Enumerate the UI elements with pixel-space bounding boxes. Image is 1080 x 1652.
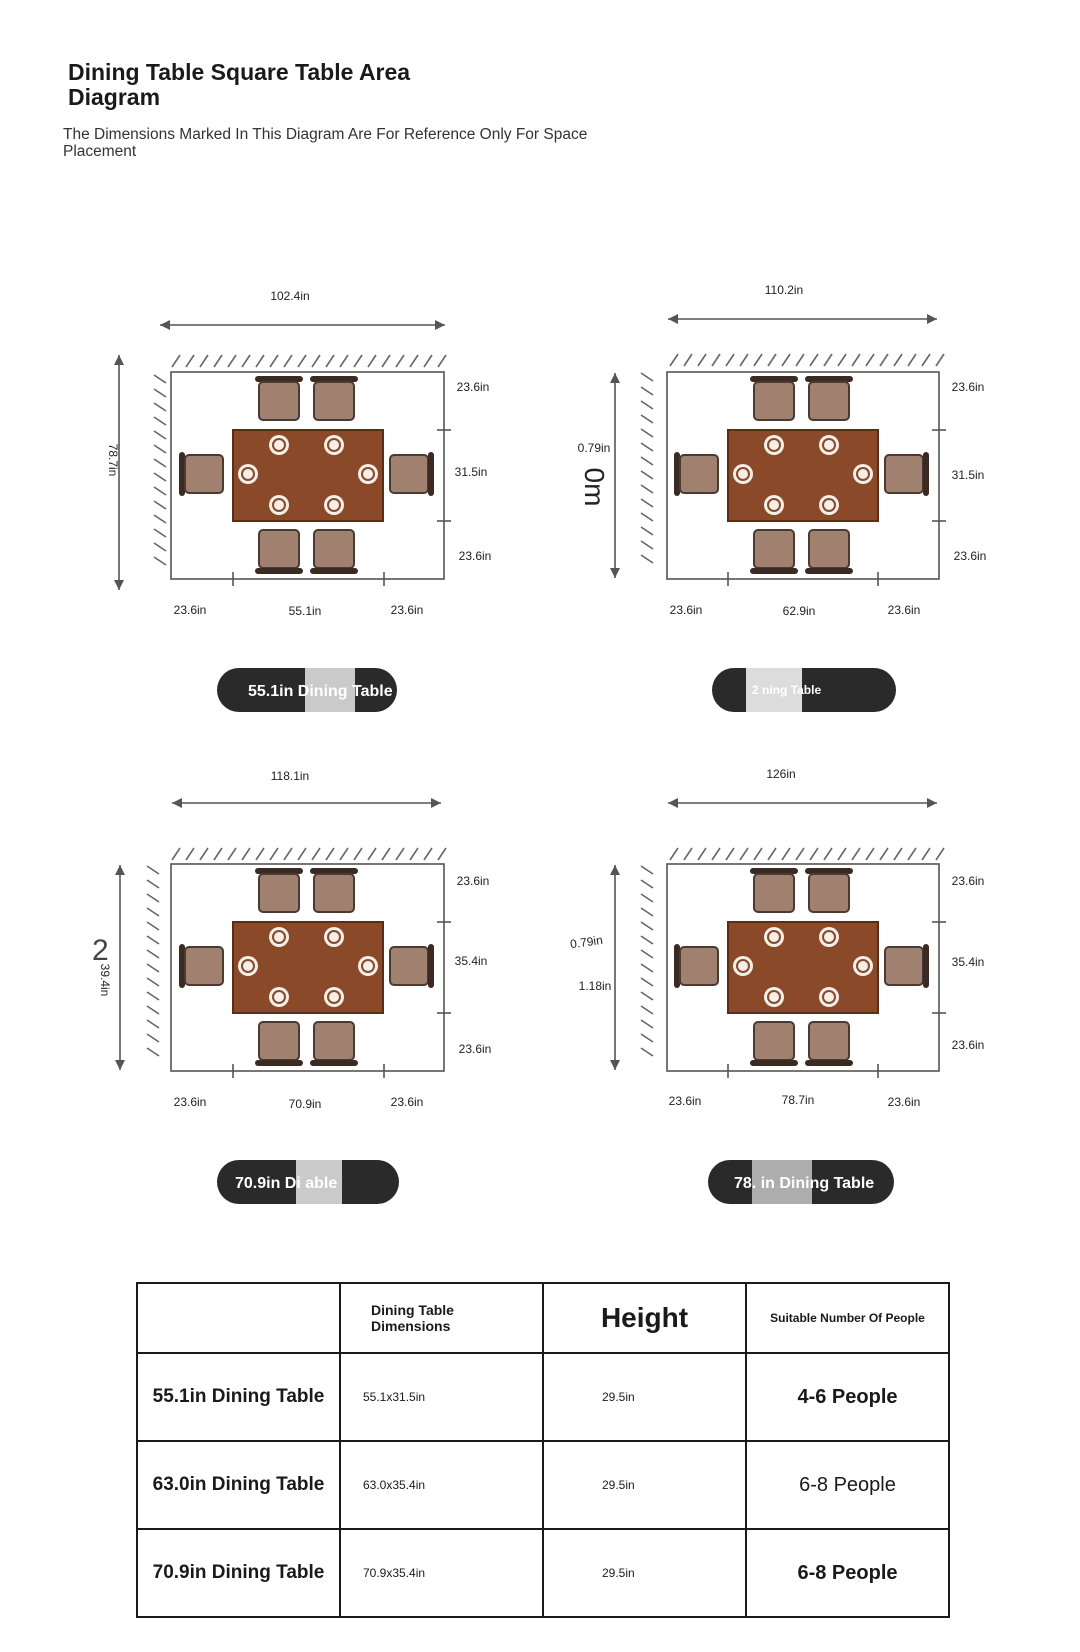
plate-icon bbox=[358, 956, 378, 976]
page-title: Dining Table Square Table Area Diagram bbox=[68, 59, 411, 110]
chair bbox=[805, 376, 853, 420]
layout-1 bbox=[106, 289, 491, 712]
bottom-label: 23.6in bbox=[173, 603, 207, 617]
room-depth-extra-label: 1.18in bbox=[578, 979, 612, 993]
bottom-label: 23.6in bbox=[668, 1094, 702, 1108]
plate-icon bbox=[733, 956, 753, 976]
plate-icon bbox=[324, 435, 344, 455]
room-width-label: 118.1in bbox=[270, 769, 310, 783]
layout-4 bbox=[569, 767, 984, 1204]
side-label: 23.6in bbox=[458, 1042, 492, 1056]
plate-icon bbox=[764, 495, 784, 515]
plate-icon bbox=[269, 987, 289, 1007]
side-label: 35.4in bbox=[454, 954, 488, 968]
table-row bbox=[137, 1529, 949, 1617]
plate-icon bbox=[238, 956, 258, 976]
chair bbox=[885, 944, 929, 988]
plate-icon bbox=[358, 464, 378, 484]
chair bbox=[310, 1022, 358, 1066]
chair bbox=[179, 944, 223, 988]
plate-icon bbox=[819, 495, 839, 515]
plate-icon bbox=[324, 927, 344, 947]
dimensions-cell: 63.0x35.4in bbox=[340, 1441, 543, 1529]
table-header-row bbox=[137, 1283, 949, 1353]
dimensions-cell: 55.1x31.5in bbox=[340, 1353, 543, 1441]
plate-icon bbox=[324, 495, 344, 515]
spec-table bbox=[136, 1282, 950, 1618]
bottom-label: 23.6in bbox=[173, 1095, 207, 1109]
plate-icon bbox=[764, 435, 784, 455]
chair bbox=[390, 944, 434, 988]
side-label: 35.4in bbox=[951, 955, 985, 969]
room-width-label: 126in bbox=[766, 767, 796, 781]
header-cell bbox=[137, 1283, 340, 1353]
chair bbox=[255, 1022, 303, 1066]
room-depth-label: 39.4in bbox=[98, 963, 112, 997]
table-size-pill bbox=[217, 1160, 399, 1204]
chair bbox=[805, 868, 853, 912]
chair bbox=[805, 530, 853, 574]
bottom-label: 55.1in bbox=[288, 604, 322, 618]
layout-2 bbox=[578, 283, 987, 712]
bottom-label: 23.6in bbox=[669, 603, 703, 617]
bottom-label: 70.9in bbox=[288, 1097, 322, 1111]
bottom-label: 23.6in bbox=[887, 603, 921, 617]
plate-icon bbox=[764, 927, 784, 947]
chair bbox=[885, 452, 929, 496]
room-width-label: 110.2in bbox=[764, 283, 804, 297]
pill-label: 2 ning Table bbox=[752, 683, 822, 697]
plate-icon bbox=[269, 435, 289, 455]
plate-icon bbox=[853, 464, 873, 484]
dimensions-cell: 70.9x35.4in bbox=[340, 1529, 543, 1617]
chair bbox=[255, 376, 303, 420]
chair bbox=[255, 868, 303, 912]
bottom-label: 23.6in bbox=[390, 603, 424, 617]
room-depth-label: 78.7in bbox=[106, 443, 120, 477]
plate-icon bbox=[819, 987, 839, 1007]
depth-scribble: 2 bbox=[92, 934, 109, 967]
height-cell: 29.5in bbox=[543, 1529, 746, 1617]
table-name-cell: 55.1in Dining Table bbox=[137, 1353, 340, 1441]
side-label: 23.6in bbox=[953, 549, 987, 563]
plate-icon bbox=[853, 956, 873, 976]
page-subtitle: The Dimensions Marked In This Diagram Are For Reference Only For Space Placement bbox=[63, 126, 588, 160]
height-cell: 29.5in bbox=[543, 1441, 746, 1529]
plate-icon bbox=[764, 987, 784, 1007]
chair bbox=[805, 1022, 853, 1066]
chair bbox=[255, 530, 303, 574]
pill-label: 55.1in Dining Table bbox=[248, 683, 393, 700]
people-cell: 4-6 People bbox=[746, 1353, 949, 1441]
plate-icon bbox=[819, 435, 839, 455]
bottom-label: 78.7in bbox=[781, 1093, 815, 1107]
room-depth-label: 0.79in bbox=[577, 441, 611, 455]
table-size-pill bbox=[217, 668, 397, 712]
plate-icon bbox=[269, 927, 289, 947]
chair bbox=[750, 530, 798, 574]
room-depth-extra-label: 0m bbox=[579, 467, 610, 507]
height-cell: 29.5in bbox=[543, 1353, 746, 1441]
plate-icon bbox=[269, 495, 289, 515]
table-name-cell: 70.9in Dining Table bbox=[137, 1529, 340, 1617]
chair bbox=[750, 1022, 798, 1066]
side-label: 31.5in bbox=[454, 465, 488, 479]
chair bbox=[179, 452, 223, 496]
table-row bbox=[137, 1441, 949, 1529]
chair bbox=[310, 868, 358, 912]
chair bbox=[674, 944, 718, 988]
plate-icon bbox=[819, 927, 839, 947]
chair bbox=[674, 452, 718, 496]
chair bbox=[750, 868, 798, 912]
layout-3 bbox=[92, 769, 491, 1204]
side-label: 23.6in bbox=[951, 380, 985, 394]
chair bbox=[390, 452, 434, 496]
header-cell: Dining Table Dimensions bbox=[340, 1283, 543, 1353]
side-label: 31.5in bbox=[951, 468, 985, 482]
bottom-label: 62.9in bbox=[782, 604, 816, 618]
table-size-pill bbox=[712, 668, 896, 712]
plate-icon bbox=[324, 987, 344, 1007]
side-label: 23.6in bbox=[951, 1038, 985, 1052]
room-width-label: 102.4in bbox=[270, 289, 310, 303]
side-label: 23.6in bbox=[456, 380, 490, 394]
table-size-pill bbox=[708, 1160, 894, 1204]
chair bbox=[310, 376, 358, 420]
side-label: 23.6in bbox=[456, 874, 490, 888]
plate-icon bbox=[733, 464, 753, 484]
chair bbox=[750, 376, 798, 420]
bottom-label: 23.6in bbox=[887, 1095, 921, 1109]
side-label: 23.6in bbox=[458, 549, 492, 563]
bottom-label: 23.6in bbox=[390, 1095, 424, 1109]
chair bbox=[310, 530, 358, 574]
table-name-cell: 63.0in Dining Table bbox=[137, 1441, 340, 1529]
side-label: 23.6in bbox=[951, 874, 985, 888]
header-cell: Suitable Number Of People bbox=[746, 1283, 949, 1353]
pill-label: 78. in Dining Table bbox=[734, 1175, 875, 1192]
table-row bbox=[137, 1353, 949, 1441]
plate-icon bbox=[238, 464, 258, 484]
pill-label: 70.9in Di able bbox=[235, 1175, 338, 1192]
people-cell: 6-8 People bbox=[746, 1529, 949, 1617]
room-depth-label: 0.79in bbox=[569, 932, 604, 952]
people-cell: 6-8 People bbox=[746, 1441, 949, 1529]
header-cell: Height bbox=[543, 1283, 746, 1353]
